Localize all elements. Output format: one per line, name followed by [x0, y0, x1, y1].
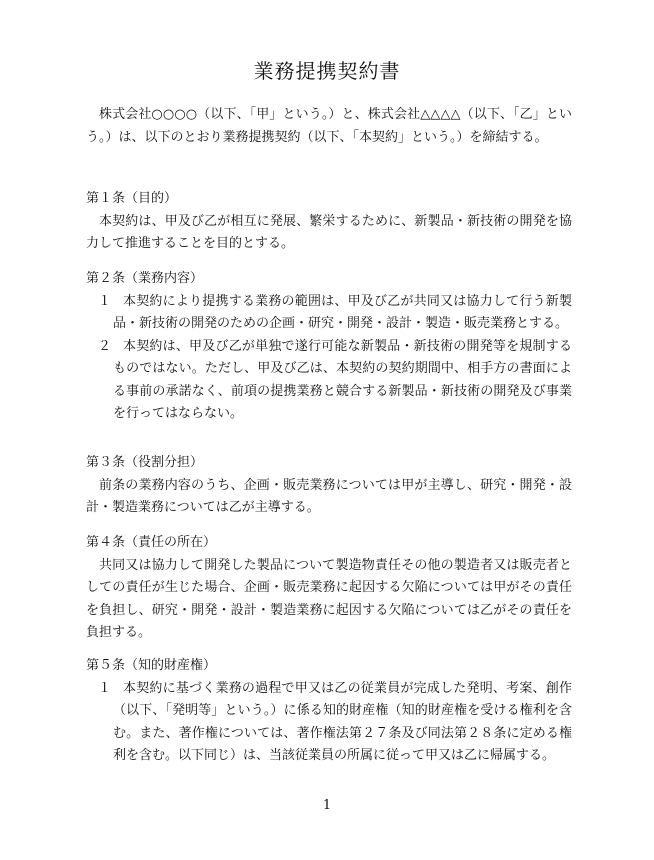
- article-heading: 第４条（責任の所在）: [86, 535, 217, 550]
- document-title: 業務提携契約書: [253, 59, 401, 83]
- article-item: [86, 678, 572, 768]
- article-2: [86, 268, 572, 426]
- article-1: [86, 188, 572, 256]
- article-heading: 第３条（役割分担）: [86, 455, 204, 470]
- article-body: 共同又は協力して開発した製品について製造物責任その他の製造者又は販売者としての責任が生じた場合、企画・販売業務に起因する欠陥については甲がその責任を負担し、研究・開発・設計・製造業務に起因する欠陥については乙がその責任を負担する。: [86, 557, 572, 640]
- article-heading: 第５条（知的財産権）: [86, 658, 217, 673]
- item-text: 本契約に基づく業務の過程で甲又は乙の従業員が完成した発明、考案、創作（以下、「発明等」という。）に係る知的財産権（知的財産権を受ける権利を含む。また、著作権については、著作権法第２７条及び同法第２８条に定める権利を含む。以下同じ）は、当該従業員の所属に従って甲又は乙に帰属する。: [113, 680, 572, 763]
- article-body: 前条の業務内容のうち、企画・販売業務については甲が主導し、研究・開発・設計・製造業務については乙が主導する。: [86, 477, 572, 515]
- item-number: ２: [98, 338, 112, 354]
- article-body: 本契約は、甲及び乙が相互に発展、繁栄するために、新製品・新技術の開発を協力して推進することを目的とする。: [86, 213, 572, 251]
- article-heading: 第１条（目的）: [86, 191, 178, 206]
- article-4: [86, 532, 572, 645]
- item-number: １: [98, 680, 112, 696]
- page-number: 1: [322, 798, 332, 813]
- item-text: 本契約は、甲及び乙が単独で遂行可能な新製品・新技術の開発等を規制するものではない。ただし、甲及び乙は、本契約の契約期間中、相手方の書面による事前の承諾なく、前項の提携業務と競合する新製品・新技術の開発及び事業を行ってはならない。: [113, 338, 572, 421]
- item-number: １: [98, 293, 112, 309]
- article-item: [86, 291, 572, 336]
- article-heading: 第２条（業務内容）: [86, 271, 204, 286]
- article-item: [86, 336, 572, 426]
- item-text: 本契約により提携する業務の範囲は、甲及び乙が共同又は協力して行う新製品・新技術の開発のための企画・研究・開発・設計・製造・販売業務とする。: [113, 293, 572, 331]
- preamble-section: [86, 104, 572, 149]
- preamble-text: 株式会社○○○○（以下、「甲」という。）と、株式会社△△△△（以下、「乙」という。）は、以下のとおり業務提携契約（以下、「本契約」という。）を締結する。: [86, 107, 572, 145]
- article-5: [86, 655, 572, 768]
- article-3: [86, 452, 572, 520]
